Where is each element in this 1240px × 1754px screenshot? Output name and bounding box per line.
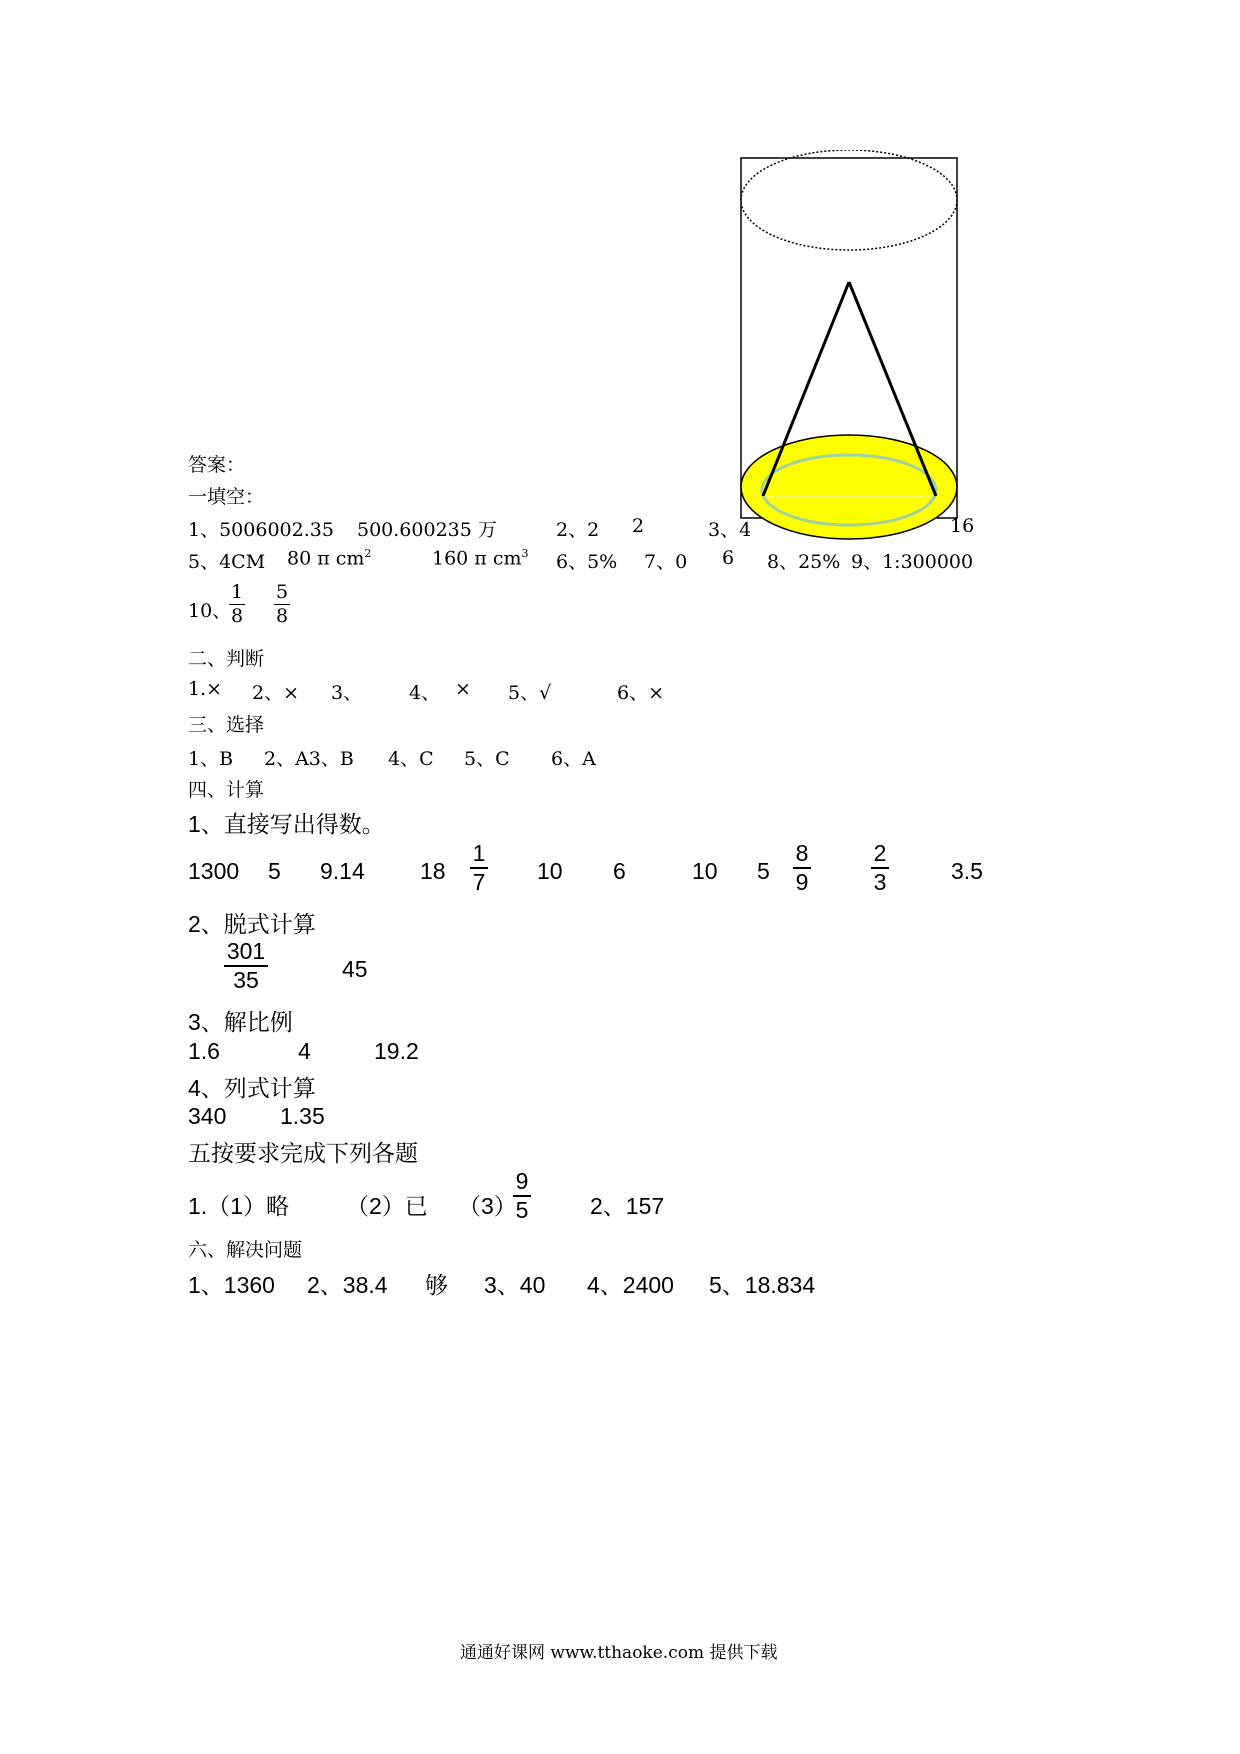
calc-q1-v7: 10: [692, 858, 718, 884]
answers-heading: 答案：: [188, 454, 246, 476]
calc-q4-v2: 1.35: [280, 1103, 325, 1129]
choice-5: 5、C: [464, 748, 510, 770]
fill-2b: 2: [632, 515, 645, 537]
judge-4-answer: ×: [455, 678, 471, 700]
problem-4: 4、2400: [587, 1272, 674, 1298]
problem-2: 2、38.4: [307, 1272, 388, 1298]
section-judge-title: 二、判断: [188, 648, 265, 670]
calc-q2-fraction: 301 35: [224, 940, 268, 992]
fill-7a: 7、0: [644, 551, 688, 573]
problem-2-answer: 够: [425, 1272, 448, 1298]
calc-q1-v1: 1300: [188, 858, 240, 884]
calc-q2-v1: 45: [342, 956, 368, 982]
fill-5a: 5、4CM: [188, 551, 266, 573]
problem-1: 1、1360: [188, 1272, 275, 1298]
judge-5: 5、√: [508, 682, 552, 704]
calc-q1-v8: 5: [757, 858, 770, 884]
section-problems-title: 六、解决问题: [188, 1239, 303, 1261]
tasks-1-1: 1.（1）略: [188, 1193, 289, 1219]
calc-q3-v2: 4: [298, 1038, 311, 1064]
calc-q1-fraction-2: 8 9: [793, 842, 811, 894]
fill-10-fraction-1: 1 8: [230, 581, 244, 627]
cylinder-cone-figure: [736, 150, 966, 550]
fill-5b: 80 π $cm^2$: [287, 547, 372, 570]
section-calc-title: 四、计算: [188, 779, 265, 801]
fill-6: 6、5%: [556, 551, 618, 573]
tasks-1-2: （2）已: [346, 1193, 428, 1219]
tasks-2: 2、157: [590, 1193, 665, 1219]
calc-q1-v2: 5: [268, 858, 281, 884]
cone-base-ellipse: [741, 435, 957, 539]
judge-6: 6、×: [617, 682, 665, 704]
calc-q2-title: 2、脱式计算: [188, 911, 316, 937]
choice-6: 6、A: [551, 748, 596, 770]
cylinder-top-ellipse: [741, 150, 957, 250]
calc-q3-v3: 19.2: [374, 1038, 419, 1064]
calc-q1-title: 1、直接写出得数。: [188, 811, 385, 837]
tasks-1-3: （3）: [458, 1193, 517, 1219]
calc-q1-v9: 3.5: [951, 858, 983, 884]
calc-q3-v1: 1.6: [188, 1038, 220, 1064]
section-fill-blank-title: 一填空：: [188, 486, 265, 508]
problem-5: 5、18.834: [709, 1272, 816, 1298]
fill-8: 8、25%: [767, 551, 841, 573]
calc-q4-title: 4、列式计算: [188, 1075, 316, 1101]
fill-2a: 2、2: [556, 519, 600, 541]
judge-3: 3、: [331, 682, 363, 704]
calc-q1-v6: 6: [613, 858, 626, 884]
choice-2-3: 2、A3、B: [264, 748, 354, 770]
fill-10-label: 10、: [188, 600, 232, 622]
calc-q4-v1: 340: [188, 1103, 227, 1129]
judge-1: 1.×: [188, 678, 223, 700]
calc-q1-fraction-1: 1 7: [470, 842, 488, 894]
choice-4: 4、C: [388, 748, 434, 770]
section-choice-title: 三、选择: [188, 714, 265, 736]
judge-2: 2、×: [252, 682, 300, 704]
problem-3: 3、40: [484, 1272, 546, 1298]
fill-1a: 1、5006002.35: [188, 519, 334, 541]
page-footer: 通通好课网 www.tthaoke.com 提供下载: [460, 1643, 778, 1663]
fill-1b: 500.600235 万: [357, 519, 497, 541]
fill-9: 9、1:300000: [851, 551, 974, 573]
calc-q1-v3: 9.14: [320, 858, 365, 884]
fill-4: 16: [950, 515, 975, 537]
calc-q1-fraction-3: 2 3: [871, 842, 889, 894]
calc-q3-title: 3、解比例: [188, 1009, 293, 1035]
fill-5c: 160 π $cm^3$: [432, 547, 529, 570]
choice-1: 1、B: [188, 748, 234, 770]
fill-10-fraction-2: 5 8: [275, 581, 289, 627]
calc-q1-v4: 18: [420, 858, 446, 884]
fill-3: 3、4: [708, 519, 752, 541]
section-tasks-title: 五按要求完成下列各题: [188, 1140, 418, 1166]
calc-q1-v5: 10: [537, 858, 563, 884]
tasks-1-3-fraction: 9 5: [513, 1170, 531, 1222]
judge-4: 4、: [409, 682, 441, 704]
fill-7b: 6: [722, 547, 735, 569]
